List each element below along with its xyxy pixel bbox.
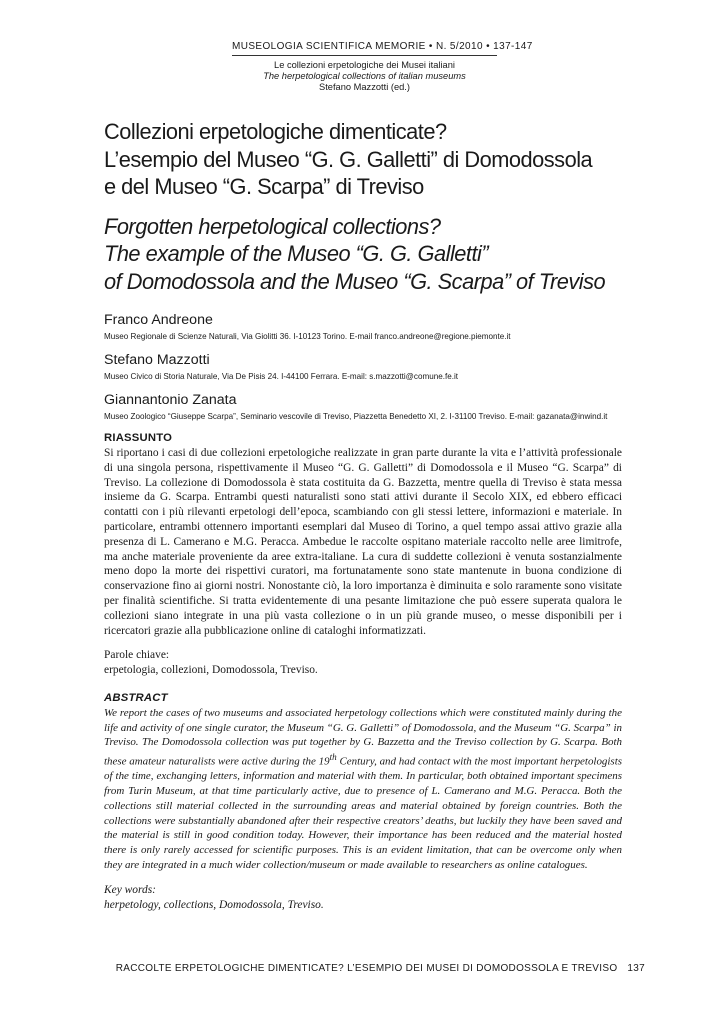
header-divider xyxy=(232,55,497,56)
abstract-heading: ABSTRACT xyxy=(104,691,168,704)
title-it-line: e del Museo “G. Scarpa” di Treviso xyxy=(104,174,424,199)
series-title-it: Le collezioni erpetologiche dei Musei italiani xyxy=(274,60,455,70)
riassunto-text: Si riportano i casi di due collezioni erpetologiche realizzate in gran parte durante la vita e l’attività professionale di una singola persona, rispettivamente il Museo “G. G. Galletti” di Domodossola e il Museo “G. Scarpa” di Treviso. La collezione di Domodossola è stata costituita da G. Bazzetta, mentre quella di Treviso è stata messa insieme da G. Scarpa. Entrambi questi naturalisti sono stati attivi durante il Secolo XIX, ed ebbero efficaci contatti con i più rilevanti erpetologi dell’epoca, scambiando con gli stessi lettere, informazioni e materiale. In particolare, entrambi ottennero importanti esemplari dal Museo di Torino, a quel tempo assai attivo grazie alla presenza di L. Camerano e M.G. Peracca. Ambedue le raccolte ospitano materiale raccolto nelle aree limitrofe, ma anche materiale proveniente da aree extra-italiane. La cura di suddette collezioni è venuta sostanzialmente meno dopo la morte dei rispettivi curatori, ma fortunatamente sono state mantenute in buona condizione di conservazione fino ai giorni nostri. Nonostante ciò, la loro importanza è diminuita e solo raramente sono visitate per finalità scientifiche. Si tratta evidentemente di una pesante limitazione che può essere superata qualora le collezioni siano integrate in una più vasta collezione o in un più grande museo, o messe disponibili per i ricercatori grazie alla pubblicazione online di cataloghi informatizzati. xyxy=(104,447,622,637)
keywords-it-text: erpetologia, collezioni, Domodossola, Treviso. xyxy=(104,664,318,677)
page-number: 137 xyxy=(627,963,645,974)
running-title: RACCOLTE ERPETOLOGICHE DIMENTICATE? L’ESEMPIO DEI MUSEI DI DOMODOSSOLA E TREVISO xyxy=(115,963,618,974)
title-en-line: of Domodossola and the Museo “G. Scarpa” of Treviso xyxy=(104,268,606,294)
ordinal-suffix: th xyxy=(329,752,337,763)
author-name: Giannantonio Zanata xyxy=(104,392,237,408)
author-list xyxy=(104,311,622,422)
author-name: Stefano Mazzotti xyxy=(104,352,210,368)
abstract-text-part: Century, and had contact with the most important herpetologists of the time, exchanging letters, information and material with them. In particular, both obtained important specimens from Turin Museum, at that time particularly active, due to presence of L. Camerano and M.G. Peracca. Both the collections still material collected in the surrounding areas and material obtained by foreign countries. Both the collections were substantially abandoned after their respective creators’ deaths, but luckily they have been saved and the material is still in good condition today. However, their importance has been reduced and the material hosted there is only rarely accessed for scientific purposes. This is an evident limitation, that can be overcome only when they are integrated in a much wider collection/museum or made available to researchers as online catalogues. xyxy=(104,755,622,871)
article-body xyxy=(104,118,622,913)
title-it-line: L’esempio del Museo “G. G. Galletti” di Domodossola xyxy=(104,146,593,172)
author-name: Franco Andreone xyxy=(104,312,213,328)
keywords-en xyxy=(104,883,622,913)
article-title-en xyxy=(104,213,622,296)
author-entry xyxy=(104,391,622,422)
article-title-it xyxy=(104,118,622,201)
author-affiliation: Museo Regionale di Scienze Naturali, Via Giolitti 36. I-10123 Torino. E-mail franco.andreone@regione.piemonte.it xyxy=(104,332,511,341)
abstract-text-part: We report the cases of two museums and associated herpetology collections which were constituted mainly during the life and activity of one single curator, the Museum “G. G. Galletti” of Domodossola, and the Museum “G. Scarpa” in Treviso. The Domodossola collection was put together by G. Bazzetta and the Treviso collection by G. Scarpa. Both these amateur naturalists were active during the 19 xyxy=(104,706,622,768)
author-affiliation: Museo Civico di Storia Naturale, Via De Pisis 24. I-44100 Ferrara. E-mail: s.mazzotti@comune.fe.it xyxy=(104,372,458,381)
keywords-en-text: herpetology, collections, Domodossola, Treviso. xyxy=(104,899,324,912)
title-en-line: Forgotten herpetological collections? xyxy=(104,213,441,239)
series-editor: Stefano Mazzotti (ed.) xyxy=(319,82,410,92)
title-en-line: The example of the Museo “G. G. Galletti” xyxy=(104,241,489,266)
keywords-it xyxy=(104,648,622,678)
journal-citation: MUSEOLOGIA SCIENTIFICA MEMORIE • N. 5/2010 • 137-147 xyxy=(232,41,533,52)
keywords-it-label: Parole chiave: xyxy=(104,649,170,662)
title-it-line: Collezioni erpetologiche dimenticate? xyxy=(104,119,447,144)
abstract-text xyxy=(104,706,622,872)
author-affiliation: Museo Zoologico “Giuseppe Scarpa”, Seminario vescovile di Treviso, Piazzetta Benedetto XI, 2. I-31100 Treviso. E-mail: gazanata@inwind.it xyxy=(104,412,608,421)
author-entry xyxy=(104,351,622,382)
keywords-en-label: Key words: xyxy=(104,884,156,897)
series-title-en: The herpetological collections of italian museums xyxy=(263,71,466,81)
riassunto-heading: RIASSUNTO xyxy=(104,432,173,444)
journal-header xyxy=(232,41,533,93)
page-footer xyxy=(116,963,645,974)
author-entry xyxy=(104,311,622,342)
